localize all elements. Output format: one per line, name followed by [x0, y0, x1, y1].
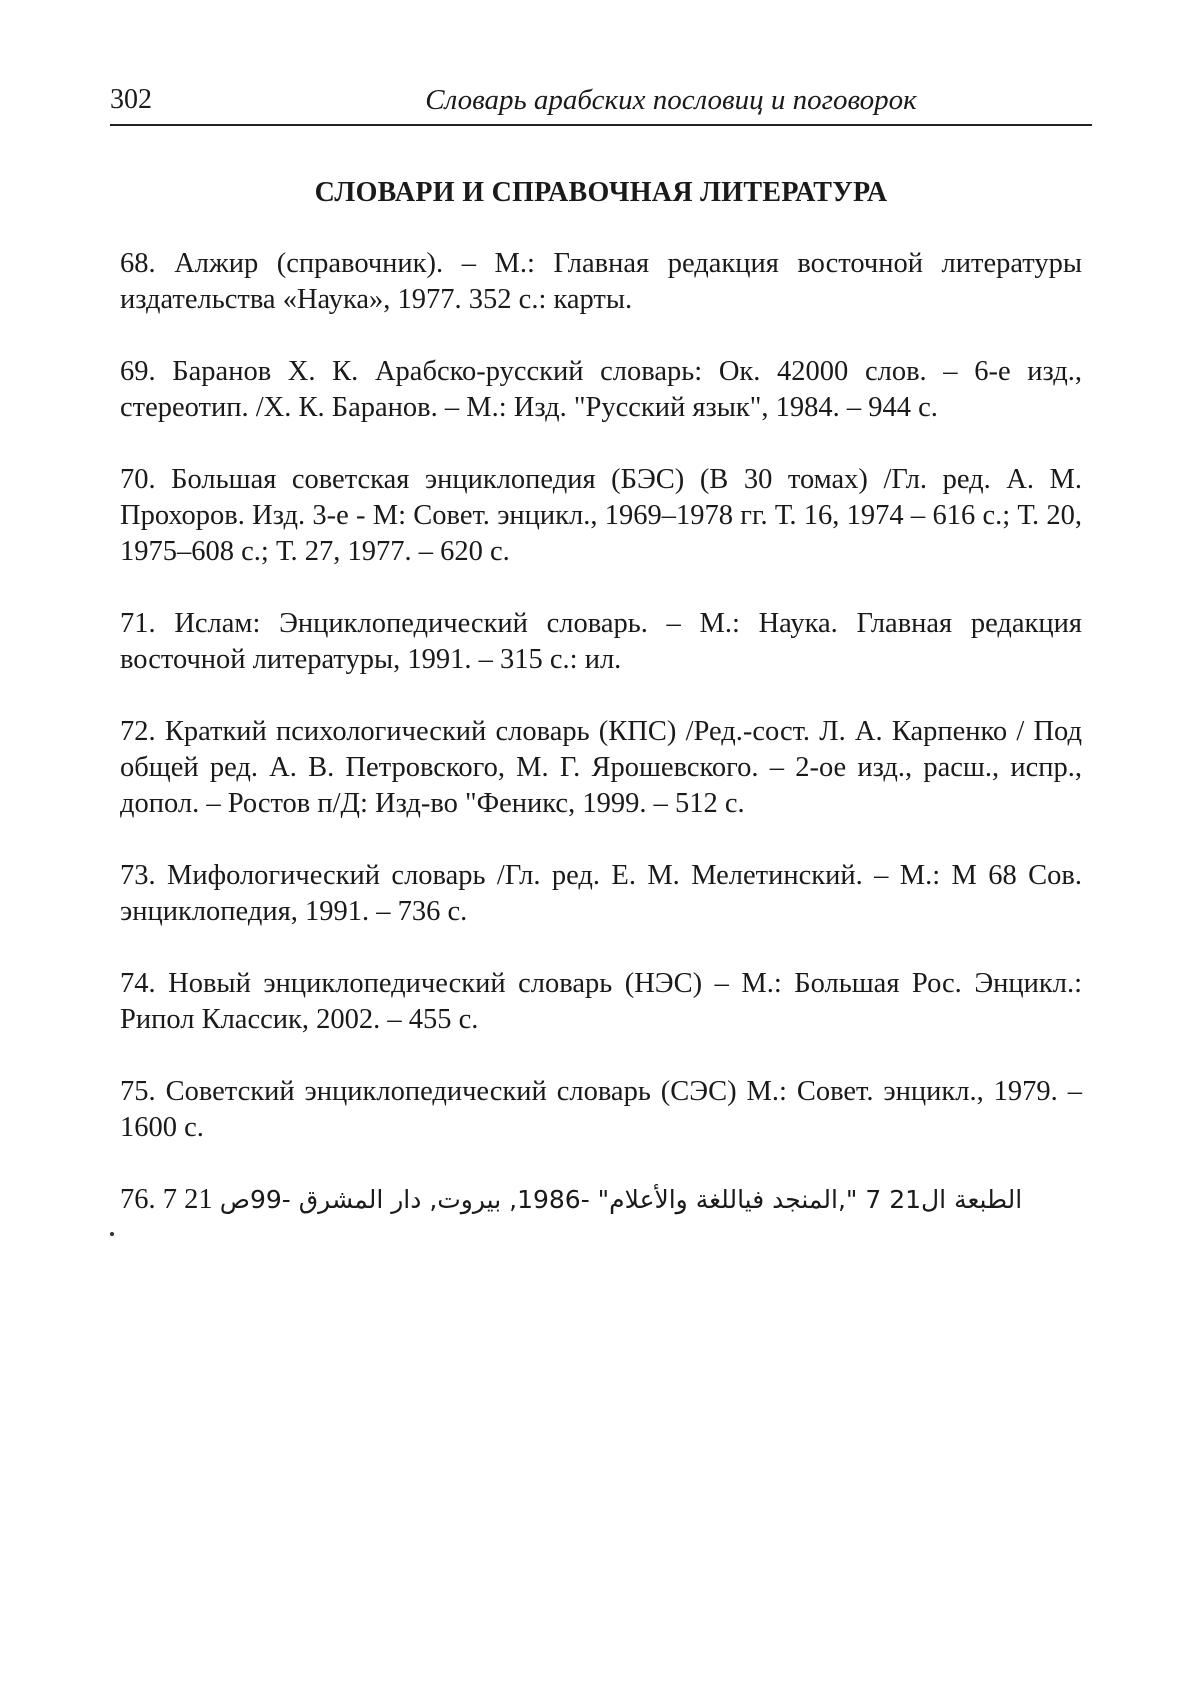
- bibliography-list: [120, 246, 1082, 1218]
- bibliography-entry-69: 69. Баранов Х. К. Арабско-русский словарь: Ок. 42000 слов. – 6-е изд., стереотип. /Х. К. Баранов. – М.: Изд. "Русский язык", 1984. – 944 с.: [120, 356, 1082, 423]
- bibliography-entry-74: 74. Новый энциклопедический словарь (НЭС) – М.: Большая Рос. Энцикл.: Рипол Классик, 2002. – 455 с.: [120, 968, 1082, 1035]
- bibliography-entry-71: 71. Ислам: Энциклопедический словарь. – М.: Наука. Главная редакция восточной литературы, 1991. – 315 с.: ил.: [120, 608, 1082, 675]
- bibliography-entry-73: 73. Мифологический словарь /Гл. ред. Е. М. Мелетинский. – М.: М 68 Сов. энциклопедия, 1991. – 736 с.: [120, 860, 1082, 927]
- bibliography-entry-68: 68. Алжир (справочник). – М.: Главная редакция восточной литературы издательства «Наука», 1977. 352 с.: карты.: [120, 248, 1082, 315]
- bibliography-entry-72: 72. Краткий психологический словарь (КПС) /Ред.-сост. Л. А. Карпенко / Под общей ред. А. В. Петровского, М. Г. Ярошевского. – 2-ое изд., расш., испр., допол. – Ростов п/Д: Изд-во "Феникс, 1999. – 512 с.: [120, 716, 1082, 819]
- page-header: [110, 80, 1092, 126]
- bibliography-entry-70: 70. Большая советская энциклопедия (БЭС) (В 30 томах) /Гл. ред. А. М. Прохоров. Изд. 3-е - М: Совет. энцикл., 1969–1978 гг. Т. 16, 1974 – 616 с.; Т. 20, 1975–608 с.; Т. 27, 1977. – 620 с.: [120, 464, 1082, 567]
- bibliography-entry-76: [120, 1182, 1082, 1218]
- entry-76-arabic-text: الطبعة ال21 7 ",المنجد فياللغة والأعلام" -1986, بيروت, دار المشرق -99ص: [219, 1185, 1023, 1214]
- stray-dot-mark: [110, 1232, 114, 1236]
- page-number: 302: [110, 84, 152, 115]
- running-title: Словарь арабских пословиц и поговорок: [425, 84, 917, 116]
- section-title: СЛОВАРИ И СПРАВОЧНАЯ ЛИТЕРАТУРА: [314, 177, 888, 208]
- entry-76-prefix: 76. 7 21: [120, 1184, 213, 1215]
- bibliography-entry-75: 75. Советский энциклопедический словарь (СЭС) М.: Совет. энцикл., 1979. – 1600 с.: [120, 1076, 1082, 1143]
